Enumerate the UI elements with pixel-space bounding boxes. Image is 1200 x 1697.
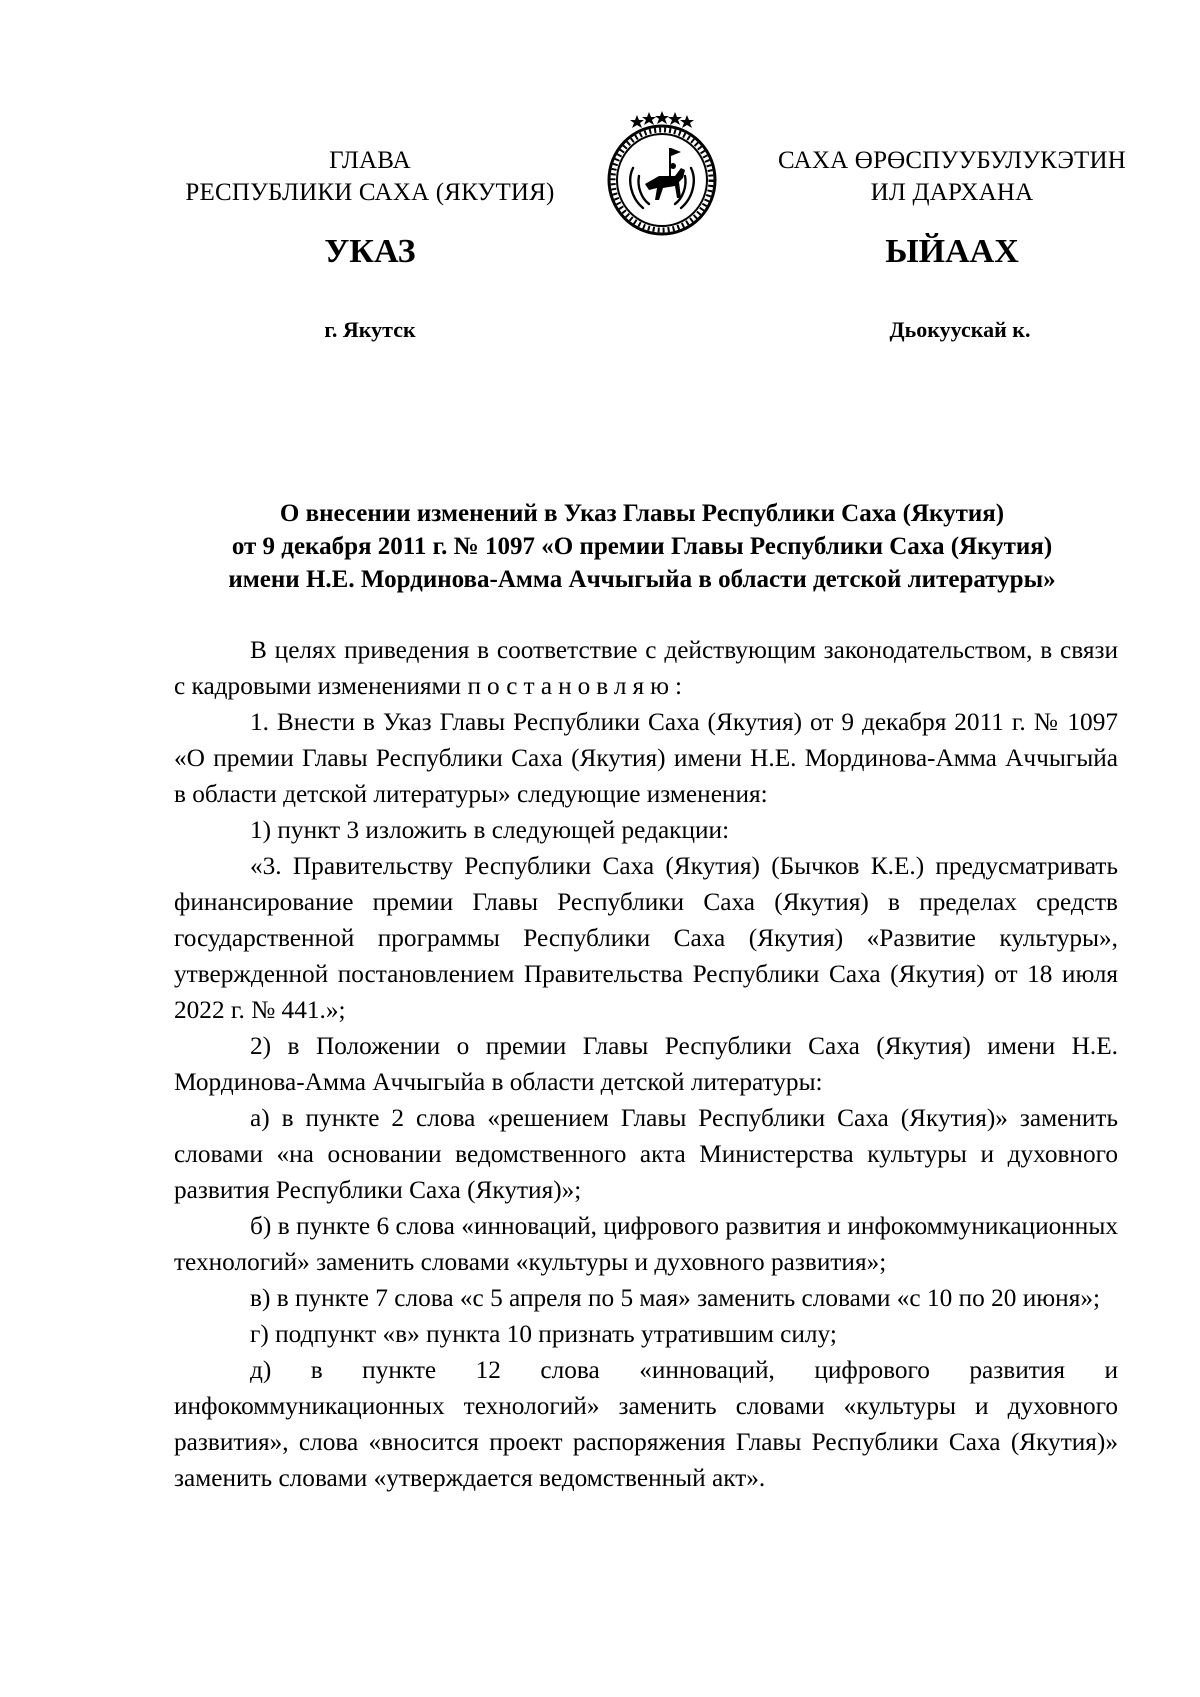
intro-verb: постановляю: [467, 672, 689, 700]
header-left [170, 145, 570, 209]
header-right [752, 145, 1152, 209]
paragraph-1-1: 1) пункт 3 изложить в следующей редакции: [250, 816, 730, 844]
header-left-line2: РЕСПУБЛИКИ САХА (ЯКУТИЯ) [185, 179, 555, 206]
city-sakha: Дьокуускай к. [889, 317, 1031, 342]
paragraph-v: в) в пункте 7 слова «с 5 апреля по 5 мая» заменить словами «с 10 по 20 июня»; [250, 1284, 1101, 1312]
paragraph-intro [174, 632, 1118, 704]
title-line3: имени Н.Е. Мординова-Амма Аччыгыйа в области детской литературы» [228, 566, 1056, 593]
document-body [174, 632, 1118, 1496]
header-left-line1: ГЛАВА [329, 147, 411, 174]
header-right-line2: ИЛ ДАРХАНА [870, 179, 1034, 206]
intro-text: В целях приведения в соответствие с действующим законодательством, в связи с кадровыми изменениями [174, 636, 1118, 700]
title-line2: от 9 декабря 2011 г. № 1097 «О премии Главы Республики Саха (Якутия) [231, 533, 1053, 560]
city-ru: г. Якутск [324, 317, 416, 342]
paragraph-a: а) в пункте 2 слова «решением Главы Республики Саха (Якутия)» заменить словами «на основании ведомственного акта Министерства культуры и духовного развития Республики Саха (Якутия)»; [174, 1104, 1118, 1204]
coat-of-arms-icon [597, 110, 727, 240]
header-right-line1: САХА ӨРӨСПУУБУЛУКЭТИН [777, 147, 1127, 174]
paragraph-g: г) подпункт «в» пункта 10 признать утратившим силу; [250, 1320, 837, 1348]
paragraph-1-1-text: «3. Правительству Республики Саха (Якутия) (Бычков К.Е.) предусматривать финансирование премии Главы Республики Саха (Якутия) в пределах средств государственной программы Республики Саха (Якутия) «Развитие культуры», утвержденной постановлением Правительства Республики Саха (Якутия) от 18 июля 2022 г. № 441.»; [174, 852, 1118, 1024]
title-line1: О внесении изменений в Указ Главы Республики Саха (Якутия) [279, 500, 1005, 527]
decree-label-sakha: ЫЙААХ [885, 233, 1019, 270]
paragraph-1-2: 2) в Положении о премии Главы Республики Саха (Якутия) имени Н.Е. Мординова-Амма Аччыгыйа в области детской литературы: [174, 1032, 1118, 1096]
decree-label-ru: УКАЗ [324, 233, 416, 270]
paragraph-b: б) в пункте 6 слова «инноваций, цифрового развития и инфокоммуникационных технологий» заменить словами «культуры и духовного развития»; [174, 1212, 1118, 1276]
paragraph-1: 1. Внести в Указ Главы Республики Саха (Якутия) от 9 декабря 2011 г. № 1097 «О премии Главы Республики Саха (Якутия) имени Н.Е. Мординова-Амма Аччыгыйа в области детской литературы» следующие изменения: [174, 708, 1118, 808]
paragraph-d: д) в пункте 12 слова «инноваций, цифрового развития и инфокоммуникационных технологий» заменить словами «культуры и духовного развития», слова «вносится проект распоряжения Главы Республики Саха (Якутия)» заменить словами «утверждается ведомственный акт». [174, 1356, 1118, 1492]
document-title [160, 497, 1124, 596]
